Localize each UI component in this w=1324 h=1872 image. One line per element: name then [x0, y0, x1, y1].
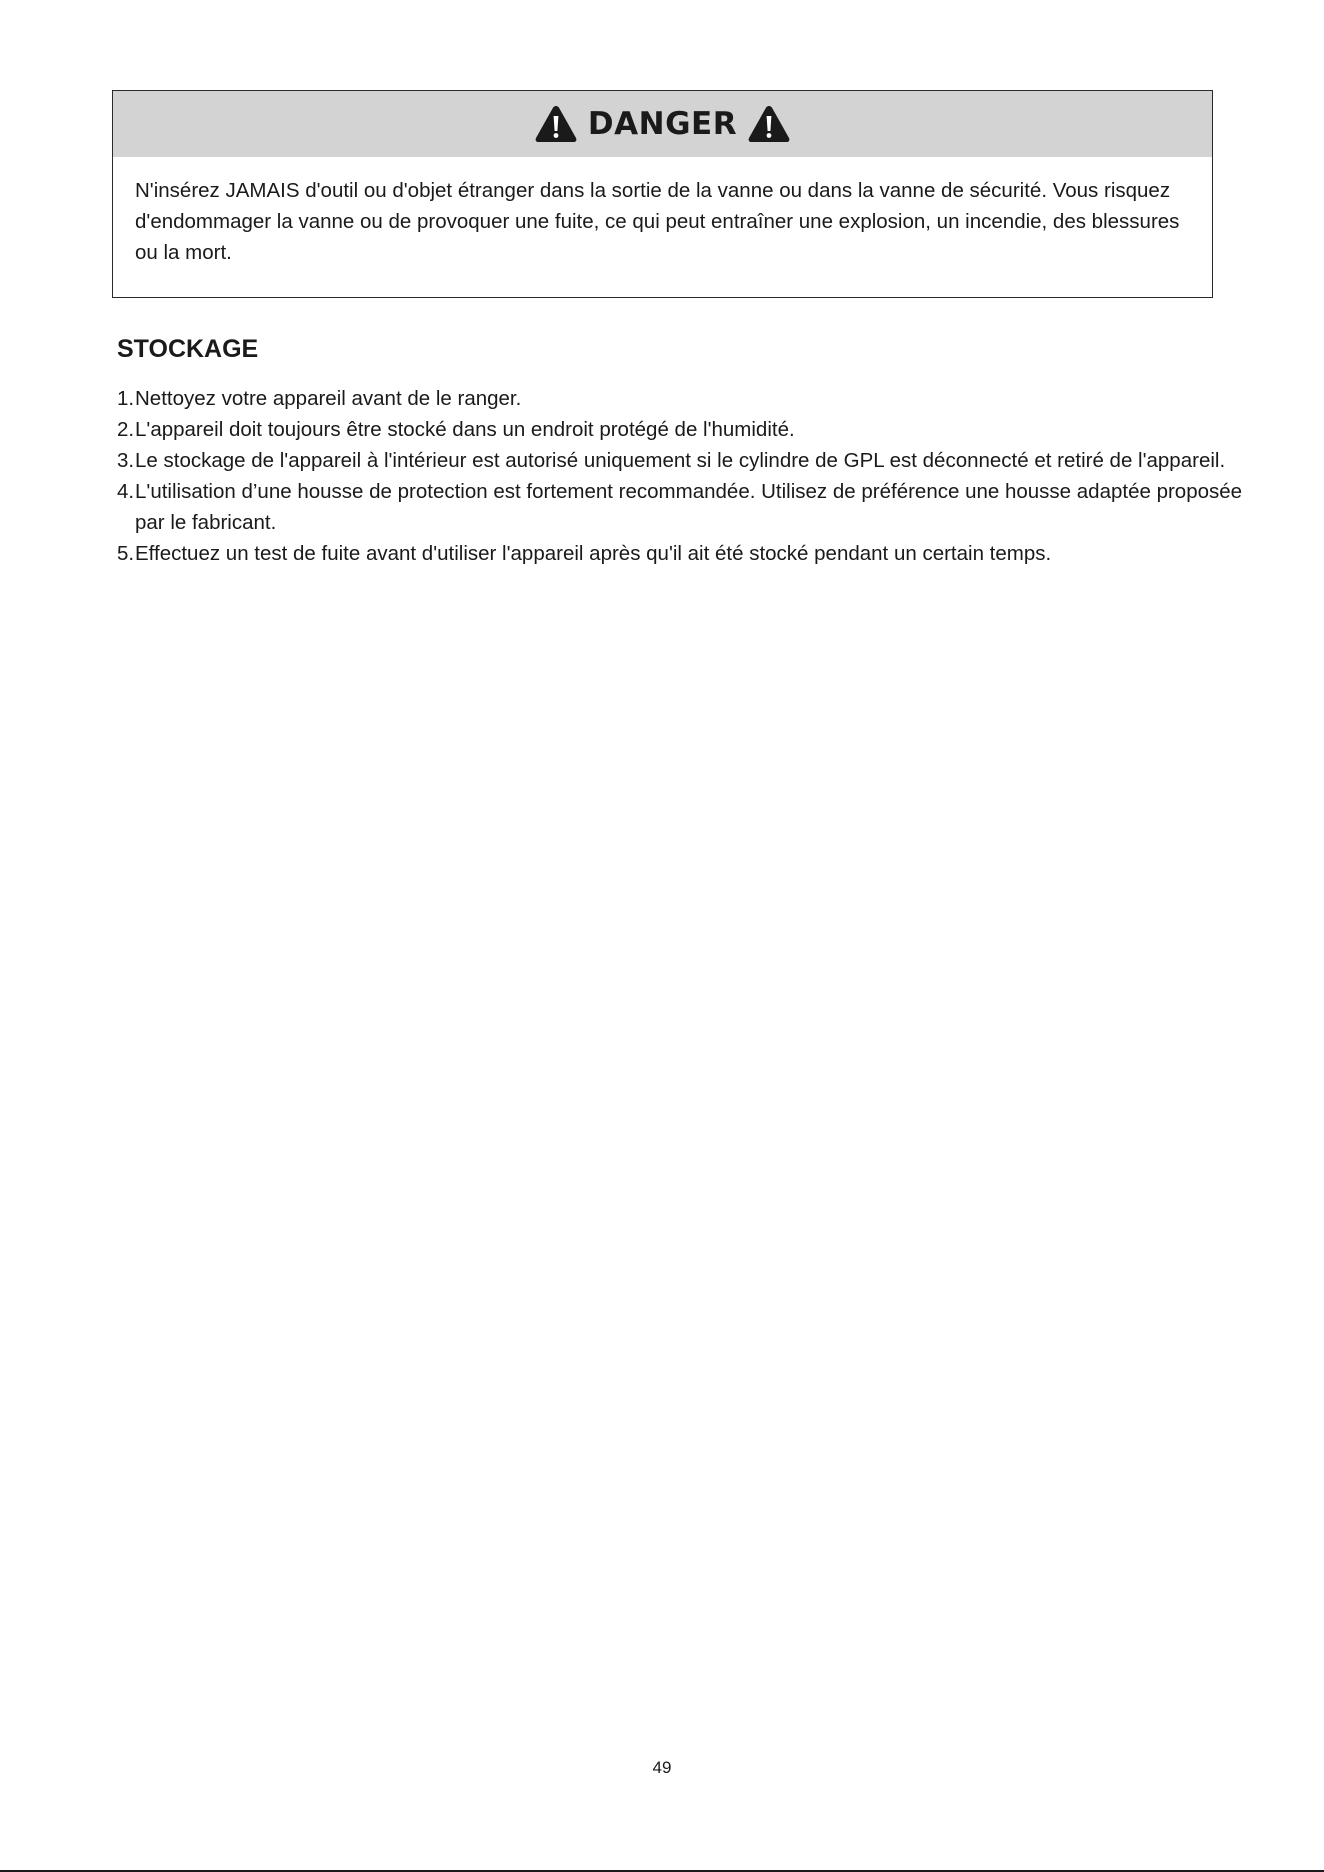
danger-warning-box — [112, 90, 1213, 298]
step-text: L'utilisation d’une housse de protection est fortement recommandée. Utilisez de préférence une housse adaptée proposée par le fabricant. — [135, 480, 1243, 534]
list-item — [117, 538, 1247, 569]
step-number: 4. — [117, 480, 135, 503]
danger-title: DANGER — [587, 106, 738, 142]
step-text: Effectuez un test de fuite avant d'utiliser l'appareil après qu'il ait été stocké pendant un certain temps. — [135, 542, 1052, 565]
section-title: STOCKAGE — [117, 335, 259, 363]
list-item — [117, 476, 1247, 538]
step-text: Le stockage de l'appareil à l'intérieur est autorisé uniquement si le cylindre de GPL est déconnecté et retiré de l'appareil. — [135, 449, 1226, 472]
step-number: 1. — [117, 387, 135, 410]
step-text: L'appareil doit toujours être stocké dans un endroit protégé de l'humidité. — [135, 418, 795, 441]
page-number: 49 — [652, 1758, 672, 1777]
step-number: 5. — [117, 542, 135, 565]
danger-text: N'insérez JAMAIS d'outil ou d'objet étranger dans la sortie de la vanne ou dans la vanne de sécurité. Vous risquez d'endommager la vanne ou de provoquer une fuite, ce qui peut entraîner une explosion, un incendie, des blessures ou la mort. — [135, 179, 1180, 264]
step-number: 3. — [117, 449, 135, 472]
storage-steps-list — [117, 383, 1247, 569]
list-item — [117, 414, 1247, 445]
warning-triangle-icon — [534, 104, 578, 144]
list-item — [117, 445, 1247, 476]
step-text: Nettoyez votre appareil avant de le ranger. — [135, 387, 522, 410]
list-item — [117, 383, 1247, 414]
step-number: 2. — [117, 418, 135, 441]
warning-triangle-icon — [747, 104, 791, 144]
danger-header — [113, 91, 1212, 157]
